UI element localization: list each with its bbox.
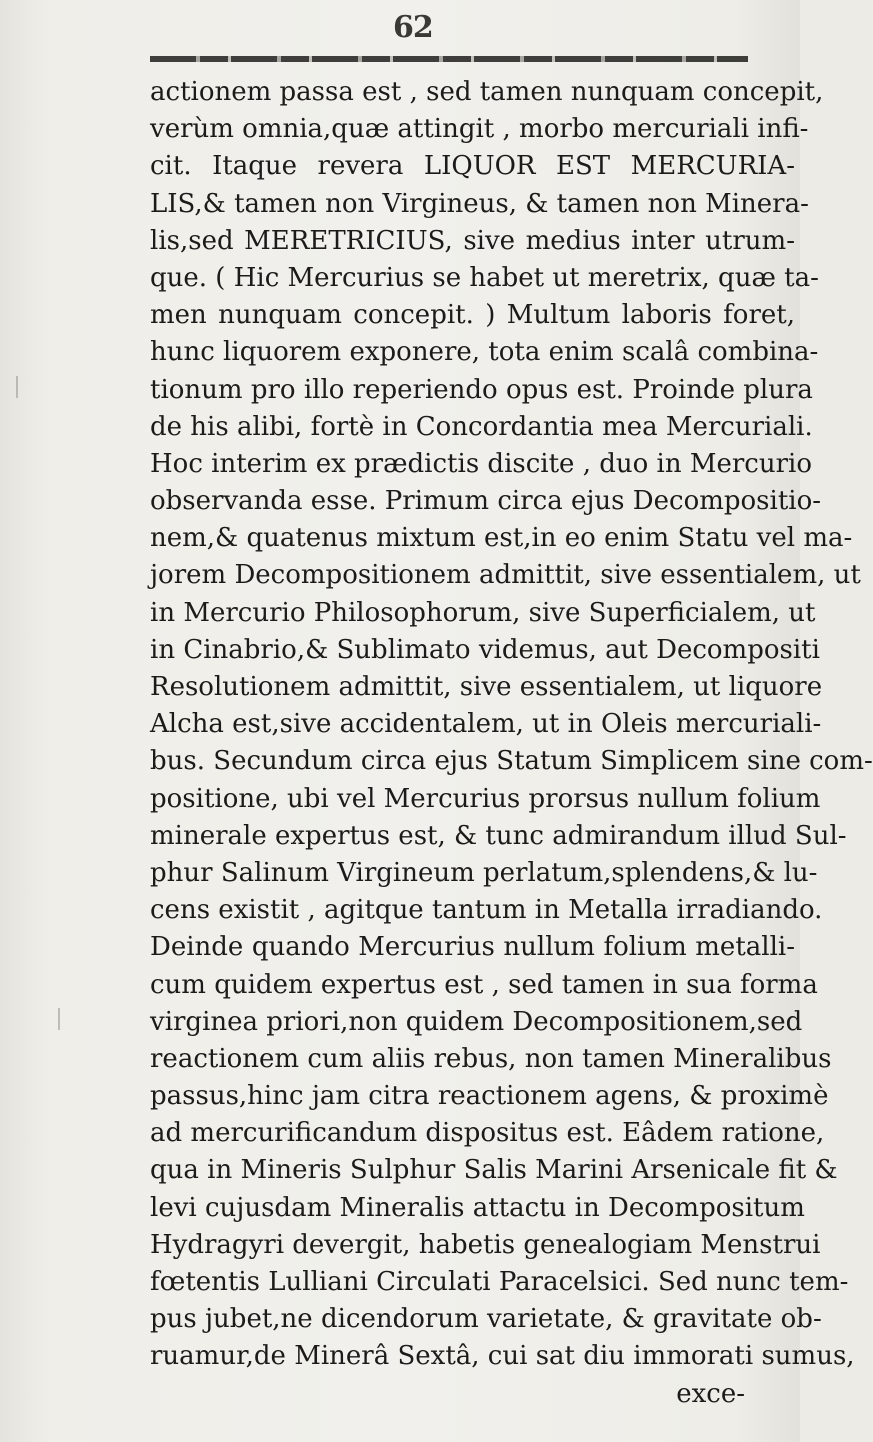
- text-line: phur Salinum Virgineum perlatum,splendens,& lu-: [150, 857, 818, 888]
- text-line: jorem Decompositionem admittit, sive essentialem, ut: [150, 560, 861, 591]
- margin-mark: [16, 376, 18, 398]
- text-line: ad mercurificandum dispositus est. Eâdem ratione,: [150, 1118, 825, 1149]
- text-line: ruamur,de Minerâ Sextâ, cui sat diu immorati sumus,: [150, 1341, 855, 1372]
- text-line: in Mercurio Philosophorum, sive Superficialem, ut: [150, 597, 816, 628]
- text-line: tionum pro illo reperiendo opus est. Proinde plura: [150, 374, 813, 405]
- text-line: cens existit , agitque tantum in Metalla irradiando.: [150, 895, 823, 926]
- text-line: hunc liquorem exponere, tota enim scalâ combina-: [150, 337, 819, 368]
- text-line: lis,sed MERETRICIUS, sive medius inter utrum-: [150, 225, 795, 256]
- text-line: qua in Mineris Sulphur Salis Marini Arsenicale fit &: [150, 1155, 838, 1186]
- text-line: men nunquam concepit. ) Multum laboris foret,: [150, 300, 795, 331]
- text-line: pus jubet,ne dicendorum varietate, & gravitate ob-: [150, 1304, 822, 1335]
- text-line: Hoc interim ex prædictis discite , duo in Mercurio: [150, 448, 813, 479]
- text-line: minerale expertus est, & tunc admirandum illud Sul-: [150, 820, 847, 851]
- text-line: in Cinabrio,& Sublimato videmus, aut Decompositi: [150, 634, 820, 665]
- body-text: [150, 74, 873, 1413]
- text-line: cit. Itaque revera LIQUOR EST MERCURIA-: [150, 151, 795, 182]
- text-line: Alcha est,sive accidentalem, ut in Oleis mercuriali-: [150, 709, 822, 740]
- text-line: de his alibi, fortè in Concordantia mea Mercuriali.: [150, 411, 813, 442]
- text-line: passus,hinc jam citra reactionem agens, & proximè: [150, 1081, 829, 1112]
- text-line: bus. Secundum circa ejus Statum Simplicem sine com-: [150, 746, 873, 777]
- text-line: virginea priori,non quidem Decompositionem,sed: [150, 1006, 803, 1037]
- text-line: reactionem cum aliis rebus, non tamen Mineralibus: [150, 1043, 832, 1074]
- text-line: observanda esse. Primum circa ejus Decompositio-: [150, 486, 822, 517]
- text-line: LIS,& tamen non Virgineus, & tamen non Minera-: [150, 188, 809, 219]
- text-line: cum quidem expertus est , sed tamen in sua forma: [150, 969, 818, 1000]
- text-line: positione, ubi vel Mercurius prorsus nullum folium: [150, 783, 821, 814]
- margin-mark: [58, 1008, 60, 1030]
- text-line: actionem passa est , sed tamen nunquam concepit,: [150, 77, 824, 107]
- text-line: Resolutionem admittit, sive essentialem, ut liquore: [150, 672, 823, 702]
- text-line: que. ( Hic Mercurius se habet ut meretrix, quæ ta-: [150, 262, 819, 293]
- text-line: Hydragyri devergit, habetis genealogiam Menstrui: [150, 1229, 821, 1260]
- text-line: verùm omnia,quæ attingit , morbo mercuriali infi-: [150, 114, 809, 145]
- text-line: nem,& quatenus mixtum est,in eo enim Statu vel ma-: [150, 523, 853, 554]
- text-line: levi cujusdam Mineralis attactu in Decompositum: [150, 1192, 805, 1223]
- text-line: Deinde quando Mercurius nullum folium metalli-: [150, 932, 795, 963]
- page-number: 62: [393, 10, 433, 45]
- catchword: exce-: [676, 1378, 745, 1409]
- text-line: fœtentis Lulliani Circulati Paracelsici. Sed nunc tem-: [150, 1267, 849, 1297]
- header-rule: [150, 56, 748, 62]
